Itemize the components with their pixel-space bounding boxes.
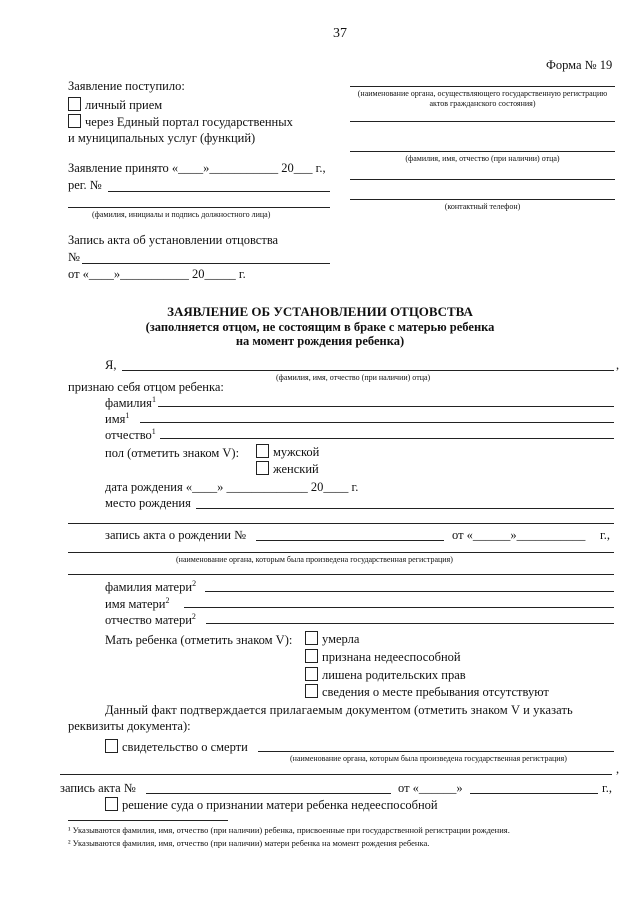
- deprived-checkbox[interactable]: [305, 667, 318, 681]
- death-organ-line-2[interactable]: [60, 774, 612, 775]
- page-number: 37: [333, 26, 347, 41]
- personal-label: личный прием: [85, 98, 163, 112]
- death-cert-option[interactable]: [105, 739, 248, 755]
- phone-line[interactable]: [350, 199, 615, 200]
- court-decision-option[interactable]: [105, 797, 438, 813]
- record-no-line[interactable]: [146, 793, 391, 794]
- female-label: женский: [273, 462, 319, 476]
- birth-record-from[interactable]: от «______»___________: [452, 528, 586, 542]
- father-caption: (фамилия, имя, отчество (при наличии) отца): [405, 154, 560, 163]
- sex-label: пол (отметить знаком V):: [105, 446, 240, 460]
- footnote-2: ² Указываются фамилия, имя, отчество (при наличии) матери ребенка на момент рождения ребенка.: [68, 838, 430, 848]
- i-caption: (фамилия, имя, отчество (при наличии) отца): [276, 373, 431, 382]
- act-record-date[interactable]: от «____»___________ 20_____ г.: [68, 267, 246, 281]
- footnote-separator: [68, 820, 228, 821]
- deprived-label: лишена родительских прав: [322, 668, 466, 682]
- male-checkbox[interactable]: [256, 444, 269, 458]
- act-record-label: Запись акта об установлении отцовства: [68, 233, 279, 247]
- mother-surname-line[interactable]: [205, 591, 614, 592]
- death-organ-line[interactable]: [258, 751, 614, 752]
- birth-organ-line-2[interactable]: [68, 574, 614, 575]
- father-line-2[interactable]: [350, 179, 615, 180]
- death-cert-checkbox[interactable]: [105, 739, 118, 753]
- organ-caption: (наименование органа, осуществляющего государственную регистрацию актов гражданского состояния): [357, 89, 608, 108]
- status-deprived-option[interactable]: [305, 667, 466, 683]
- confirm-text-2: реквизиты документа):: [68, 719, 191, 733]
- birth-place-line[interactable]: [196, 508, 614, 509]
- birth-date-field[interactable]: дата рождения «____» _____________ 20____ г.: [105, 480, 359, 494]
- confirm-text-1: Данный факт подтверждается прилагаемым документом (отметить знаком V и указать: [105, 703, 573, 717]
- portal-label-line1: через Единый портал государственных: [85, 115, 293, 129]
- organ-line-2[interactable]: [350, 121, 615, 122]
- incapable-label: признана недееспособной: [322, 650, 461, 664]
- child-patronymic-label: отчество$^1$: [105, 427, 156, 443]
- footnote-1: ¹ Указываются фамилия, имя, отчество (при наличии) ребенка, присвоенные при государственной регистрации рождения.: [68, 825, 510, 835]
- form-title: ЗАЯВЛЕНИЕ ОБ УСТАНОВЛЕНИИ ОТЦОВСТВА: [167, 304, 473, 319]
- status-died-option[interactable]: [305, 631, 359, 647]
- died-label: умерла: [322, 632, 360, 646]
- record-year: г.,: [602, 781, 612, 795]
- birth-record-year: г.,: [600, 528, 610, 542]
- mother-status-label: Мать ребенка (отметить знаком V):: [105, 633, 293, 647]
- birth-organ-caption: (наименование органа, которым была произведена государственная регистрация): [176, 555, 453, 564]
- official-caption: (фамилия, инициалы и подпись должностного лица): [92, 210, 271, 219]
- sex-male-option[interactable]: [256, 444, 319, 460]
- organ-line[interactable]: [350, 86, 615, 87]
- status-unknown-option[interactable]: [305, 684, 549, 700]
- male-label: мужской: [273, 445, 320, 459]
- mother-name-line[interactable]: [184, 607, 614, 608]
- record-date-line[interactable]: [470, 793, 598, 794]
- official-signature-line[interactable]: [68, 207, 330, 208]
- reg-number-label: рег. №: [68, 178, 102, 192]
- unknown-place-label: сведения о месте пребывания отсутствуют: [322, 685, 549, 699]
- i-label: Я,: [105, 358, 117, 372]
- received-label: Заявление поступило:: [68, 79, 185, 93]
- mother-patronymic-label: отчество матери$^2$: [105, 612, 196, 628]
- reg-number-line[interactable]: [108, 191, 330, 192]
- birth-record-label: запись акта о рождении №: [105, 528, 247, 542]
- portal-checkbox[interactable]: [68, 114, 81, 128]
- death-organ-caption: (наименование органа, которым была произведена государственная регистрация): [290, 754, 567, 763]
- recognize-label: признаю себя отцом ребенка:: [68, 380, 224, 394]
- father-name-line[interactable]: [122, 370, 614, 371]
- birth-place-label: место рождения: [105, 496, 191, 510]
- child-patronymic-line[interactable]: [160, 438, 614, 439]
- form-subtitle-2: на момент рождения ребенка): [235, 334, 405, 348]
- form-subtitle-1: (заполняется отцом, не состоящим в браке с матерью ребенка: [145, 320, 495, 334]
- court-decision-label: решение суда о признании матери ребенка недееспособной: [122, 798, 438, 812]
- birth-record-no-line[interactable]: [256, 540, 444, 541]
- birth-place-line-2[interactable]: [68, 523, 614, 524]
- died-checkbox[interactable]: [305, 631, 318, 645]
- female-checkbox[interactable]: [256, 461, 269, 475]
- i-comma: ,: [616, 358, 620, 372]
- mother-patronymic-line[interactable]: [206, 623, 614, 624]
- personal-checkbox[interactable]: [68, 97, 81, 111]
- birth-organ-line[interactable]: [68, 552, 614, 553]
- act-record-no-line[interactable]: [82, 263, 330, 264]
- portal-label-line2: и муниципальных услуг (функций): [68, 131, 256, 145]
- received-option-personal[interactable]: [68, 97, 162, 113]
- court-decision-checkbox[interactable]: [105, 797, 118, 811]
- received-option-portal[interactable]: [68, 114, 293, 130]
- record-no-label: запись акта №: [60, 781, 136, 795]
- incapable-checkbox[interactable]: [305, 649, 318, 663]
- death-cert-label: свидетельство о смерти: [122, 740, 248, 754]
- child-name-label: имя$^1$: [105, 411, 130, 427]
- mother-surname-label: фамилия матери$^2$: [105, 579, 197, 595]
- accepted-date-field[interactable]: Заявление принято «____»___________ 20___ г.,: [68, 161, 326, 175]
- father-line[interactable]: [350, 151, 615, 152]
- death-organ-comma: ,: [616, 762, 620, 776]
- act-record-no-label: №: [68, 250, 80, 264]
- unknown-place-checkbox[interactable]: [305, 684, 318, 698]
- child-surname-label: фамилия$^1$: [105, 395, 156, 411]
- form-number: Форма № 19: [546, 58, 613, 72]
- child-name-line[interactable]: [140, 422, 614, 423]
- mother-name-label: имя матери$^2$: [105, 596, 170, 612]
- child-surname-line[interactable]: [158, 406, 614, 407]
- status-incapable-option[interactable]: [305, 649, 461, 665]
- sex-female-option[interactable]: [256, 461, 319, 477]
- record-from[interactable]: от «______»: [398, 781, 463, 795]
- phone-caption: (контактный телефон): [444, 202, 521, 211]
